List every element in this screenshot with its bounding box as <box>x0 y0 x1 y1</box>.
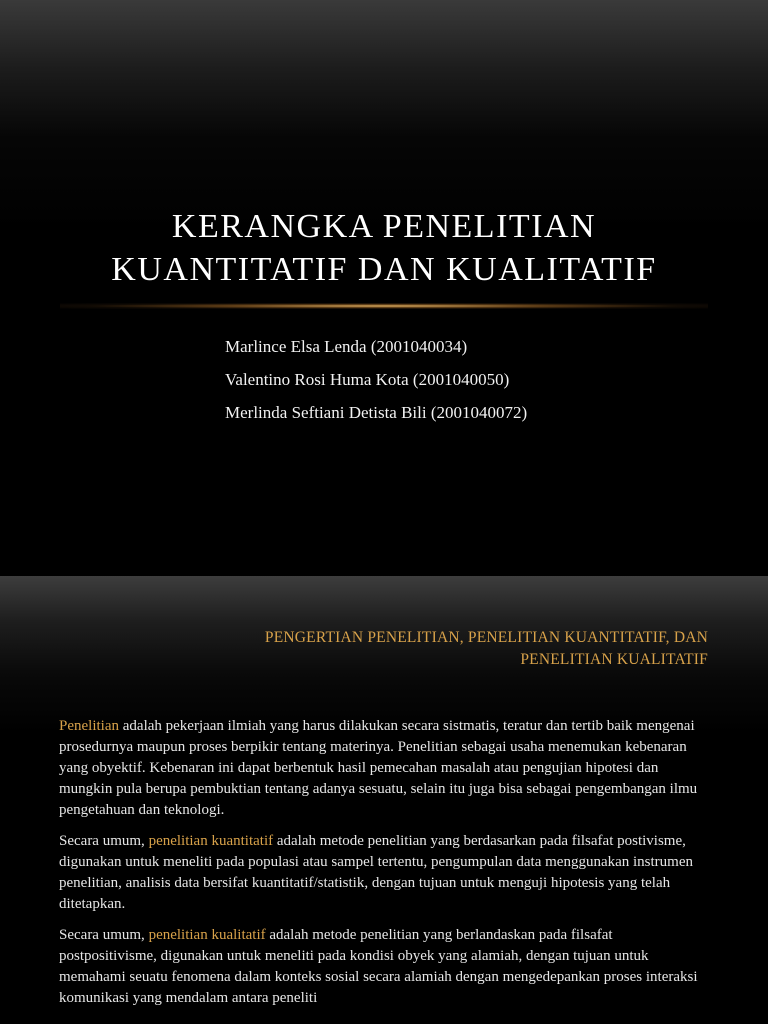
paragraph-penelitian <box>59 716 709 821</box>
paragraph-kuantitatif <box>59 831 709 915</box>
highlight-term: penelitian kuantitatif <box>148 833 274 849</box>
paragraph-text: adalah metode penelitian yang berdasarkan pada filsafat postivisme, digunakan untuk meneliti pada populasi atau sampel tertentu, pengumpulan data menggunakan instrumen penelitian, analisis data bersifat kuantitatif/statistik, dengan tujuan untuk menguji hipotesis yang telah ditetapkan. <box>59 833 693 912</box>
section-heading <box>108 627 708 671</box>
body-text <box>59 716 709 1019</box>
paragraph-kualitatif <box>59 925 709 1009</box>
title-divider <box>60 303 708 309</box>
highlight-term: penelitian kualitatif <box>148 927 266 943</box>
author-list <box>225 330 527 429</box>
author-item: Merlinda Seftiani Detista Bili (2001040072) <box>225 403 528 422</box>
heading-line-1: PENGERTIAN PENELITIAN, PENELITIAN KUANTITATIF, DAN <box>264 629 708 646</box>
paragraph-text: adalah pekerjaan ilmiah yang harus dilakukan secara sistmatis, teratur dan tertib baik mengenai prosedurnya maupun proses berpikir tentang materinya. Penelitian sebagai usaha menemukan kebenaran yang obyektif. Kebenaran ini dapat berbentuk hasil pemecahan masalah atau pengujian hipotesi dan mungkin pula berupa pembuktian tentang adanya sesuatu, selain itu juga bisa sebagai pengembangan ilmu pengetahuan dan teknologi. <box>59 718 698 818</box>
paragraph-prefix: Secara umum, <box>59 833 149 849</box>
author-item: Marlince Elsa Lenda (2001040034) <box>225 337 468 356</box>
heading-line-2: PENELITIAN KUALITATIF <box>520 651 708 668</box>
highlight-term: Penelitian <box>59 718 119 734</box>
content-slide <box>0 576 768 1024</box>
author-item: Valentino Rosi Huma Kota (2001040050) <box>225 370 510 389</box>
paragraph-text: adalah metode penelitian yang berlandaskan pada filsafat postpositivisme, digunakan untuk meneliti pada kondisi obyek yang alamiah, dengan tujuan untuk memahami seuatu fenomena dalam konteks sosial secara alamiah dengan mengedepankan proses interaksi komunikasi yang mendalam antara peneliti <box>59 927 698 1006</box>
slide-title <box>0 205 768 291</box>
paragraph-prefix: Secara umum, <box>59 927 149 943</box>
title-line-1: KERANGKA PENELITIAN <box>171 208 597 245</box>
title-line-2: KUANTITATIF DAN KUALITATIF <box>111 251 657 288</box>
